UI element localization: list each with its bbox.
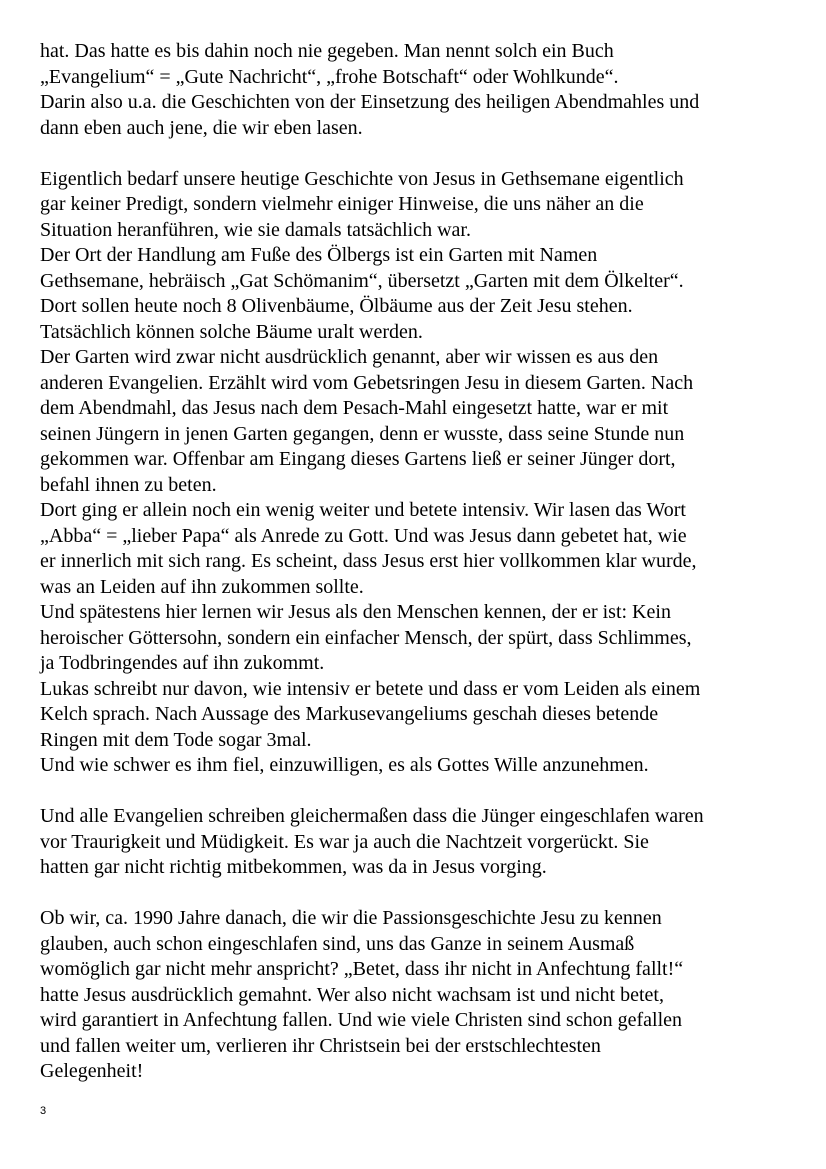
paragraph-gap	[40, 141, 786, 167]
text-line: „Abba“ = „lieber Papa“ als Anrede zu Gott. Und was Jesus dann gebetet hat, wie	[40, 524, 687, 547]
text-line: Und spätestens hier lernen wir Jesus als den Menschen kennen, der er ist: Kein	[40, 601, 671, 623]
text-line: Der Garten wird zwar nicht ausdrücklich genannt, aber wir wissen es aus den	[40, 346, 659, 368]
text-line: hatten gar nicht richtig mitbekommen, was da in Jesus vorging.	[40, 856, 547, 878]
text-line: hat. Das hatte es bis dahin noch nie gegeben. Man nennt solch ein Buch	[40, 40, 614, 62]
text-line: und fallen weiter um, verlieren ihr Christsein bei der erstschlechtesten	[40, 1034, 601, 1057]
text-line: gar keiner Predigt, sondern vielmehr einiger Hinweise, die uns näher an die	[40, 193, 644, 215]
text-line: Und wie schwer es ihm fiel, einzuwilligen, es als Gottes Wille anzunehmen.	[40, 754, 649, 776]
text-line: ja Todbringendes auf ihn zukommt.	[40, 652, 325, 674]
text-line: anderen Evangelien. Erzählt wird vom Gebetsringen Jesu in diesem Garten. Nach	[40, 371, 694, 394]
text-line: dann eben auch jene, die wir eben lasen.	[40, 116, 363, 139]
text-line: Der Ort der Handlung am Fuße des Ölbergs ist ein Garten mit Namen	[40, 244, 598, 266]
text-line: Tatsächlich können solche Bäume uralt werden.	[40, 320, 423, 343]
text-line: hatte Jesus ausdrücklich gemahnt. Wer also nicht wachsam ist und nicht betet,	[40, 983, 664, 1006]
text-line: Dort sollen heute noch 8 Olivenbäume, Ölbäume aus der Zeit Jesu stehen.	[40, 295, 633, 317]
text-line: Und alle Evangelien schreiben gleichermaßen dass die Jünger eingeschlafen waren	[40, 805, 704, 827]
paragraph-gap	[40, 881, 786, 907]
text-line: „Evangelium“ = „Gute Nachricht“, „frohe Botschaft“ oder Wohlkunde“.	[40, 65, 619, 88]
paragraph-gap	[40, 779, 786, 805]
text-line: befahl ihnen zu beten.	[40, 473, 217, 496]
text-line: vor Traurigkeit und Müdigkeit. Es war ja auch die Nachtzeit vorgerückt. Sie	[40, 830, 649, 853]
text-line: wird garantiert in Anfechtung fallen. Und wie viele Christen sind schon gefallen	[40, 1009, 683, 1031]
text-line: Dort ging er allein noch ein wenig weiter und betete intensiv. Wir lasen das Wort	[40, 499, 686, 521]
text-line: Kelch sprach. Nach Aussage des Markusevangeliums geschah dieses betende	[40, 703, 659, 725]
text-line: Ringen mit dem Tode sogar 3mal.	[40, 728, 312, 751]
text-line: Situation heranführen, wie sie damals tatsächlich war.	[40, 218, 471, 241]
text-line: Lukas schreibt nur davon, wie intensiv er betete und dass er vom Leiden als einem	[40, 677, 701, 700]
text-line: heroischer Göttersohn, sondern ein einfacher Mensch, der spürt, dass Schlimmes,	[40, 626, 692, 649]
text-line: Gethsemane, hebräisch „Gat Schömanim“, übersetzt „Garten mit dem Ölkelter“.	[40, 269, 684, 292]
text-line: Eigentlich bedarf unsere heutige Geschichte von Jesus in Gethsemane eigentlich	[40, 167, 684, 190]
text-line: dem Abendmahl, das Jesus nach dem Pesach-Mahl eingesetzt hatte, war er mit	[40, 397, 669, 419]
page-number: 3	[40, 1105, 47, 1117]
text-line: gekommen war. Offenbar am Eingang dieses Gartens ließ er seiner Jünger dort,	[40, 448, 676, 470]
text-line: womöglich gar nicht mehr anspricht? „Betet, dass ihr nicht in Anfechtung fallt!“	[40, 958, 684, 980]
text-line: Darin also u.a. die Geschichten von der Einsetzung des heiligen Abendmahles und	[40, 91, 700, 113]
text-line: glauben, auch schon eingeschlafen sind, uns das Ganze in seinem Ausmaß	[40, 932, 635, 955]
text-line: Ob wir, ca. 1990 Jahre danach, die wir die Passionsgeschichte Jesu zu kennen	[40, 907, 662, 929]
text-line: er innerlich mit sich rang. Es scheint, dass Jesus erst hier vollkommen klar wurde,	[40, 550, 697, 572]
text-line: Gelegenheit!	[40, 1060, 144, 1082]
text-line: seinen Jüngern in jenen Garten gegangen, denn er wusste, dass seine Stunde nun	[40, 422, 685, 445]
document-body	[40, 39, 786, 1085]
text-line: was an Leiden auf ihn zukommen sollte.	[40, 575, 364, 598]
